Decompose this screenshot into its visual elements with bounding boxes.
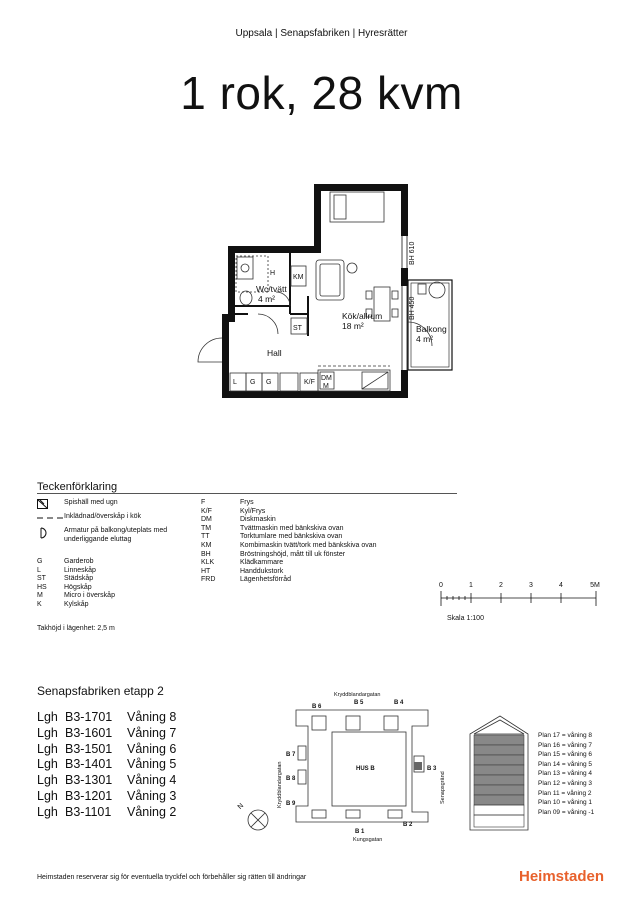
legend-code: K — [37, 600, 42, 608]
block-b8: B 8 — [286, 776, 296, 782]
plan-level: Plan 12 = våning 3 — [538, 779, 593, 787]
apt-floor: Våning 8 — [127, 710, 177, 724]
apartment-row — [37, 726, 176, 742]
apartment-row — [37, 742, 176, 758]
legend-code-text: Handdukstork — [240, 567, 284, 575]
legend-code-text: Linneskåp — [64, 566, 96, 574]
room-wc-label: Wc/tvätt — [256, 284, 287, 294]
plan-level: Plan 13 = våning 4 — [538, 770, 593, 778]
ceiling-height-note: Takhöjd i lägenhet: 2,5 m — [37, 625, 115, 632]
apt-prefix: Lgh — [37, 710, 58, 724]
faucet-icon — [37, 527, 64, 537]
legend-code-text: Lägenhetsförråd — [240, 576, 291, 584]
legend-code-text: Högskåp — [64, 583, 92, 591]
disclaimer: Heimstaden reserverar sig för eventuella tryckfel och förbehåller sig rätten till ändringar — [37, 874, 307, 881]
apt-id: B3-1101 — [65, 804, 112, 819]
room-kok-area: 18 m² — [342, 321, 364, 331]
street-right: Senapsgränd — [440, 771, 446, 804]
apt-id: B3-1401 — [65, 757, 113, 772]
apartment-row — [37, 757, 176, 773]
stove-icon — [37, 499, 64, 509]
legend-code: L — [37, 566, 41, 574]
apartment-row — [37, 789, 176, 805]
etapp-heading: Senapsfabriken etapp 2 — [37, 684, 164, 698]
legend-symbol-text: Inklädnad/överskåp i kök — [64, 513, 142, 520]
plan-level: Plan 10 = våning 1 — [538, 799, 593, 807]
legend-code-text: Kombimaskin tvätt/tork med bänkskiva ovan — [240, 541, 377, 549]
label-m: M — [323, 383, 329, 390]
label-dm: DM — [321, 375, 332, 382]
scale-tick-4: 4 — [559, 582, 563, 589]
legend-code-text: Garderob — [64, 558, 94, 565]
dashed-line-icon — [37, 513, 64, 523]
apartment-row — [37, 710, 176, 726]
legend-code-text: Tvättmaskin med bänkskiva ovan — [240, 524, 344, 532]
compass-label: N — [236, 802, 246, 811]
label-l: L — [233, 379, 237, 386]
apt-prefix: Lgh — [37, 741, 58, 756]
apt-id: B3-1701 — [65, 710, 113, 724]
legend-code: BH — [201, 550, 211, 558]
scale-tick-0: 0 — [439, 582, 443, 589]
apt-id: B3-1501 — [65, 741, 113, 756]
room-balkong-area: 4 m² — [416, 334, 433, 344]
scale-bar — [436, 578, 616, 626]
legend-code-text: Bröstningshöjd, mått till uk fönster — [240, 550, 346, 558]
plan-level: Plan 09 = våning -1 — [538, 808, 595, 816]
plan-level: Plan 17 = våning 8 — [538, 732, 593, 739]
label-st: ST — [293, 325, 302, 332]
hus-label: HUS B — [356, 766, 375, 772]
apt-prefix: Lgh — [37, 773, 58, 788]
legend-code: TM — [201, 524, 212, 532]
legend-code: G — [37, 558, 43, 565]
scale-tick-5: 5M — [590, 582, 600, 589]
street-bottom: Kungsgatan — [353, 837, 383, 843]
legend-code-text: Torktumlare med bänkskiva ovan — [240, 533, 343, 541]
apt-floor: Våning 4 — [127, 773, 177, 788]
legend-code: HT — [201, 567, 211, 575]
legend-left-codes — [37, 558, 115, 610]
apt-prefix: Lgh — [37, 804, 58, 819]
label-g2: G — [266, 379, 272, 386]
legend-symbols — [37, 499, 209, 549]
room-wc-area: 4 m² — [258, 294, 275, 304]
building-section — [466, 712, 536, 832]
legend-code: F — [201, 499, 206, 506]
apt-prefix: Lgh — [37, 725, 58, 740]
label-bh450: BH 450 — [409, 296, 416, 320]
room-balkong-label: Balkong — [416, 324, 447, 334]
block-b7: B 7 — [286, 752, 296, 758]
block-b2: B 2 — [403, 822, 413, 828]
apartment-row — [37, 773, 176, 789]
room-kok-label: Kök/allrum — [342, 311, 383, 321]
legend-code: DM — [201, 516, 212, 524]
legend-code-text: Kylskåp — [64, 600, 89, 608]
legend-code: K/F — [201, 507, 212, 515]
compass-icon — [237, 802, 268, 830]
apt-id: B3-1301 — [65, 773, 113, 788]
block-b9: B 9 — [286, 801, 296, 807]
scale-tick-1: 1 — [469, 582, 473, 589]
street-left: Kryddblandargatan — [277, 761, 283, 808]
scale-caption: Skala 1:100 — [447, 615, 484, 622]
legend-code-text: Städskåp — [64, 575, 94, 583]
plan-level: Plan 14 = våning 5 — [538, 760, 593, 768]
scale-tick-3: 3 — [529, 582, 533, 589]
apt-floor: Våning 7 — [127, 725, 177, 740]
legend-code-text: Frys — [240, 499, 254, 506]
scale-tick-2: 2 — [499, 582, 503, 589]
label-bh610: BH 610 — [409, 241, 416, 265]
apt-id: B3-1601 — [65, 725, 113, 740]
apartment-row — [37, 805, 176, 821]
legend-code: FRD — [201, 576, 216, 584]
block-b6: B 6 — [312, 704, 322, 710]
page-title: 1 rok, 28 kvm — [180, 67, 463, 119]
page-subtitle: Uppsala | Senapsfabriken | Hyresrätter — [235, 28, 408, 39]
label-g1: G — [250, 379, 256, 386]
legend-right-codes — [201, 499, 377, 585]
room-hall-label: Hall — [267, 348, 282, 358]
street-top: Kryddblandargatan — [334, 692, 381, 698]
plan-level: Plan 15 = våning 6 — [538, 751, 593, 759]
apt-floor: Våning 5 — [127, 757, 177, 772]
legend-code-text: Micro i överskåp — [64, 592, 115, 600]
legend-code: HS — [37, 583, 47, 591]
apt-id: B3-1201 — [65, 788, 113, 803]
legend-symbol-text: Armatur på balkong/uteplats med underliggande eluttag — [64, 527, 168, 543]
apt-prefix: Lgh — [37, 757, 58, 772]
legend-code: TT — [201, 533, 210, 541]
legend-code-text: Klädkammare — [240, 559, 284, 567]
apt-floor: Våning 6 — [127, 741, 177, 756]
label-km: KM — [293, 274, 304, 281]
label-h: H — [270, 270, 276, 277]
legend-code-text: Diskmaskin — [240, 516, 276, 524]
apt-prefix: Lgh — [37, 788, 58, 803]
block-b3: B 3 — [427, 766, 437, 772]
legend-code: KM — [201, 541, 212, 549]
legend-code: ST — [37, 575, 46, 583]
block-b4: B 4 — [394, 700, 404, 706]
brand-logo[interactable]: Heimstaden — [519, 868, 605, 885]
block-b5: B 5 — [354, 700, 364, 706]
apt-floor: Våning 3 — [127, 788, 177, 803]
legend-symbol-text: Spishäll med ugn — [64, 499, 118, 506]
block-b1: B 1 — [355, 829, 365, 835]
legend-code-text: Kyl/Frys — [240, 507, 266, 515]
plan-levels — [538, 731, 594, 817]
legend-code: M — [37, 592, 43, 600]
site-plan — [228, 686, 458, 846]
apartment-list — [37, 710, 176, 821]
legend-heading: Teckenförklaring — [37, 481, 118, 493]
label-kf: K/F — [304, 379, 315, 386]
plan-level: Plan 16 = våning 7 — [538, 741, 593, 749]
legend-code: KLK — [201, 559, 215, 567]
legend-divider — [37, 493, 457, 494]
apt-floor: Våning 2 — [127, 804, 177, 819]
plan-level: Plan 11 = våning 2 — [538, 789, 592, 797]
